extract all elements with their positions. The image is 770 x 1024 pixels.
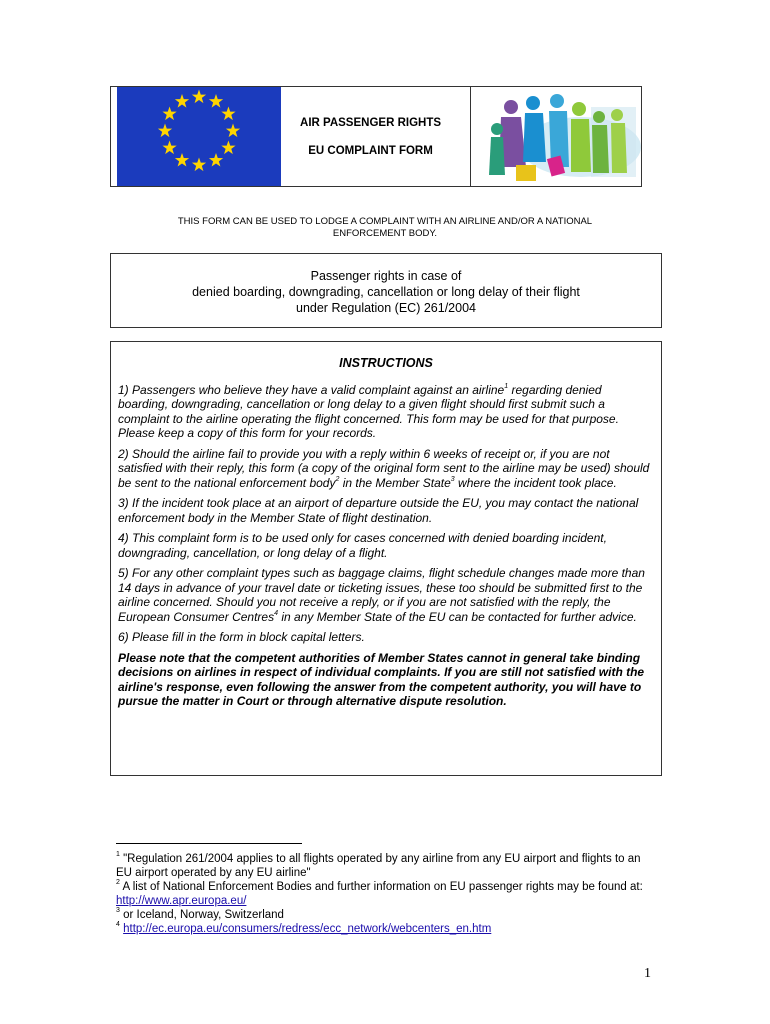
scope-line-2: denied boarding, downgrading, cancellation or long delay of their flight [192, 285, 580, 299]
page-number: 1 [644, 966, 651, 981]
subtitle-line-2: ENFORCEMENT BODY. [332, 228, 438, 239]
eu-star-icon [209, 94, 223, 108]
title-eu-complaint-form: EU COMPLAINT FORM [308, 145, 433, 157]
eu-flag-icon [117, 87, 281, 186]
eu-star-icon [158, 124, 172, 138]
header-box [110, 86, 642, 187]
eu-star-icon [192, 90, 206, 104]
instruction-4: 4) This complaint form is to be used only for cases concerned with denied boarding incident, downgrading, cancellation, or long delay of a flight. [118, 531, 607, 560]
instructions-title: INSTRUCTIONS [339, 356, 433, 370]
eu-star-icon [221, 107, 235, 121]
scope-box [110, 253, 662, 328]
ecc-network-link[interactable]: http://ec.europa.eu/consumers/redress/ecc_network/webcenters_en.htm [123, 923, 492, 935]
eu-star-icon [162, 141, 176, 155]
instruction-5: 5) For any other complaint types such as baggage claims, flight schedule changes made more than 14 days in advance of your travel date or ticketing issues, these too should be submitted first to the airline concerned. Should you not receive a reply, or if you are not satisfied with the reply, the European Consumer Centres$^4$ in any Member State of the EU can be contacted for further advice. [118, 566, 645, 624]
eu-star-icon [209, 153, 223, 167]
passengers-illustration-icon [470, 87, 641, 186]
footnote-2: $^2$ A list of National Enforcement Bodies and further information on EU passenger rights may be found at: http://www.apr.europa.eu/ [116, 879, 643, 907]
title-air-passenger-rights: AIR PASSENGER RIGHTS [300, 117, 442, 129]
footnote-4: $^4$ http://ec.europa.eu/consumers/redress/ecc_network/webcenters_en.htm [116, 921, 492, 935]
eu-star-icon [175, 94, 189, 108]
footnote-3: $^3$ or Iceland, Norway, Switzerland [116, 907, 284, 921]
footnote-divider [116, 843, 302, 844]
instruction-2: 2) Should the airline fail to provide you with a reply within 6 weeks of receipt or, if you are not satisfied with their reply, this form (a copy of the original form sent to the airline may be used) should be sent to the national enforcement body$^2$ in the Member State$^3$ where the incident took place. [118, 446, 650, 490]
eu-star-icon [162, 107, 176, 121]
scope-line-3: under Regulation (EC) 261/2004 [296, 301, 476, 315]
scope-line-1: Passenger rights in case of [310, 269, 462, 283]
eu-star-icon [192, 158, 206, 172]
instruction-6: 6) Please fill in the form in block capital letters. [118, 630, 365, 644]
instructions-note: Please note that the competent authorities of Member States cannot in general take binding decisions on airlines in respect of individual complaints. If you are still not satisfied with the airline's response, even following the answer from the competent authority, you will have to pursue the matter in Court or through alternative dispute resolution. [118, 650, 645, 708]
form-subtitle [130, 216, 640, 240]
header-title [281, 87, 460, 186]
eu-star-icon [175, 153, 189, 167]
instructions-box [110, 341, 662, 776]
eu-star-icon [221, 141, 235, 155]
footnotes [116, 852, 656, 936]
apr-link[interactable]: http://www.apr.europa.eu/ [116, 895, 247, 907]
footnote-1: $^1$ "Regulation 261/2004 applies to all flights operated by any airline from any EU airport and flights to an EU airport operated by any EU airline" [116, 851, 641, 879]
subtitle-line-1: THIS FORM CAN BE USED TO LODGE A COMPLAINT WITH AN AIRLINE AND/OR A NATIONAL [177, 216, 593, 227]
instruction-3: 3) If the incident took place at an airport of departure outside the EU, you may contact the national enforcement body in the Member State of flight destination. [118, 496, 639, 525]
instruction-1: 1) Passengers who believe they have a valid complaint against an airline$^1$ regarding denied boarding, downgrading, cancellation or long delay to a given flight should first submit such a complaint to the airline operating the flight concerned. This form may be used for that purpose. Please keep a copy of this form for your records. [118, 382, 619, 440]
eu-star-icon [226, 124, 240, 138]
